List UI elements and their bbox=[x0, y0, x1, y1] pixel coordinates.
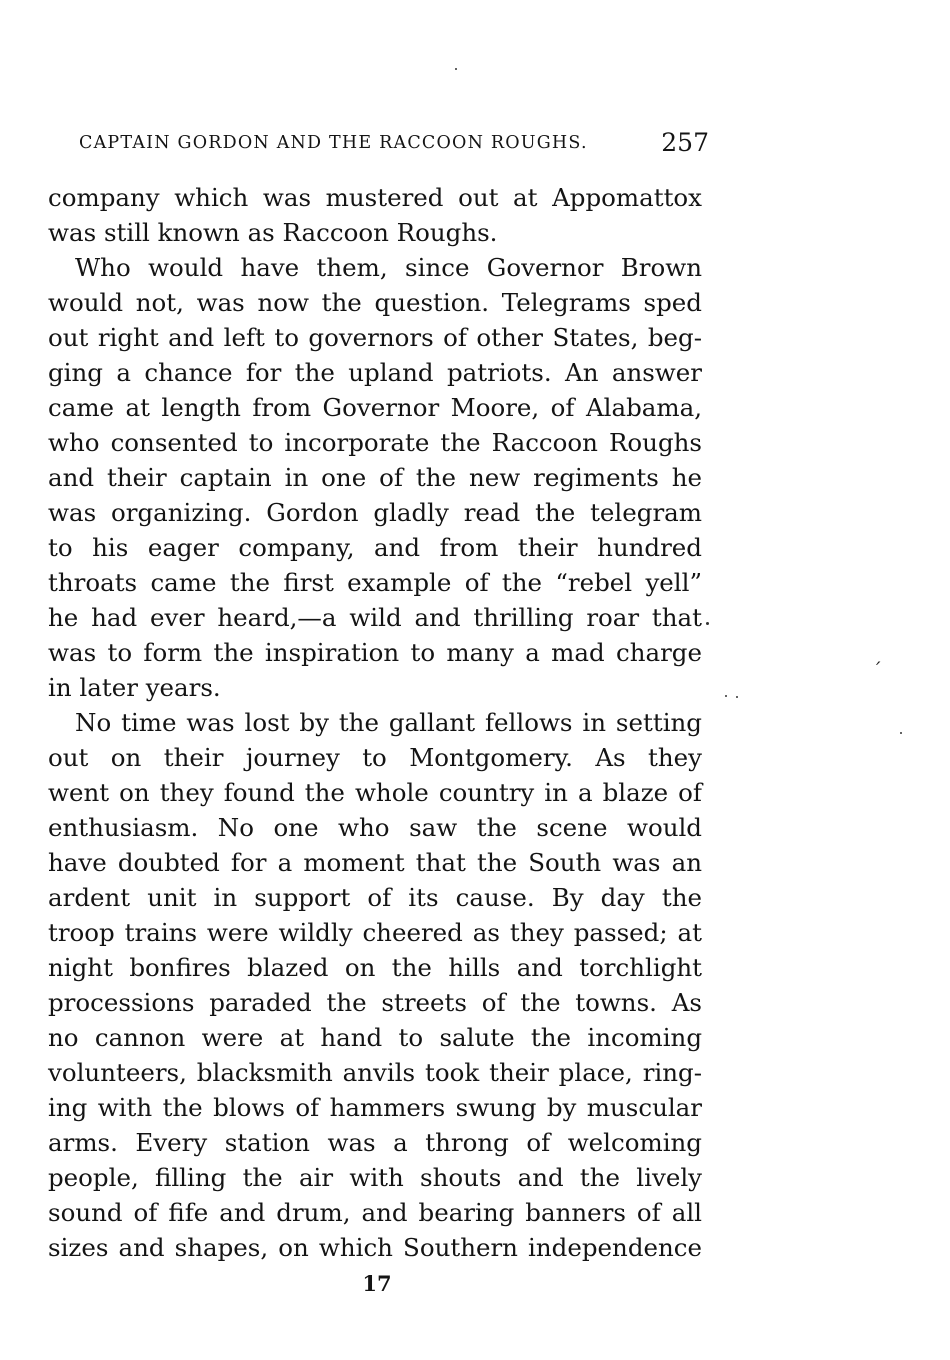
text-line: and their captain in one of the new regiments he bbox=[48, 463, 702, 492]
text-line: came at length from Governor Moore, of Alabama, bbox=[48, 393, 702, 422]
page-number: 257 bbox=[661, 128, 709, 157]
text-line: processions paraded the streets of the towns. As bbox=[48, 988, 702, 1017]
scan-speck bbox=[706, 622, 709, 625]
text-line: ing with the blows of hammers swung by muscular bbox=[48, 1093, 702, 1122]
text-line: would not, was now the question. Telegrams sped bbox=[48, 288, 702, 317]
text-line: troop trains were wildly cheered as they passed; at bbox=[48, 918, 702, 947]
scan-speck bbox=[455, 68, 457, 70]
signature-mark: 17 bbox=[362, 1271, 392, 1296]
text-line: company which was mustered out at Appomattox bbox=[48, 183, 702, 212]
text-line: he had ever heard,—a wild and thrilling roar that bbox=[48, 603, 702, 632]
text-line: no cannon were at hand to salute the incoming bbox=[48, 1023, 702, 1052]
ink-mark-icon: ′ bbox=[876, 657, 881, 681]
text-line: out right and left to governors of other States, beg- bbox=[48, 323, 702, 352]
running-title: CAPTAIN GORDON AND THE RACCOON ROUGHS. bbox=[79, 133, 588, 153]
text-line: volunteers, blacksmith anvils took their place, ring- bbox=[48, 1058, 702, 1087]
text-line: throats came the first example of the “rebel yell” bbox=[48, 568, 702, 597]
text-line: arms. Every station was a throng of welcoming bbox=[48, 1128, 702, 1157]
text-line: enthusiasm. No one who saw the scene would bbox=[48, 813, 702, 842]
text-line: have doubted for a moment that the South was an bbox=[48, 848, 702, 877]
text-line: who consented to incorporate the Raccoon Roughs bbox=[48, 428, 702, 457]
text-line: Who would have them, since Governor Brown bbox=[75, 253, 702, 282]
text-line: out on their journey to Montgomery. As they bbox=[48, 743, 702, 772]
text-line: people, filling the air with shouts and the lively bbox=[48, 1163, 702, 1192]
text-line: was organizing. Gordon gladly read the telegram bbox=[48, 498, 702, 527]
text-line: No time was lost by the gallant fellows in setting bbox=[75, 708, 702, 737]
text-line: night bonfires blazed on the hills and torchlight bbox=[48, 953, 702, 982]
text-line: in later years. bbox=[48, 673, 221, 702]
text-line: was to form the inspiration to many a mad charge bbox=[48, 638, 702, 667]
scan-speck bbox=[900, 732, 902, 734]
text-line: ardent unit in support of its cause. By day the bbox=[48, 883, 702, 912]
text-line: to his eager company, and from their hundred bbox=[48, 533, 702, 562]
body-text bbox=[48, 180, 702, 1265]
text-line: was still known as Raccoon Roughs. bbox=[48, 218, 498, 247]
running-head bbox=[79, 128, 709, 158]
scan-speck bbox=[736, 696, 738, 698]
text-line: sizes and shapes, on which Southern independence bbox=[48, 1233, 702, 1262]
text-line: went on they found the whole country in a blaze of bbox=[48, 778, 702, 807]
scan-speck bbox=[725, 695, 727, 697]
text-line: sound of fife and drum, and bearing banners of all bbox=[48, 1198, 702, 1227]
text-line: ging a chance for the upland patriots. An answer bbox=[48, 358, 702, 387]
